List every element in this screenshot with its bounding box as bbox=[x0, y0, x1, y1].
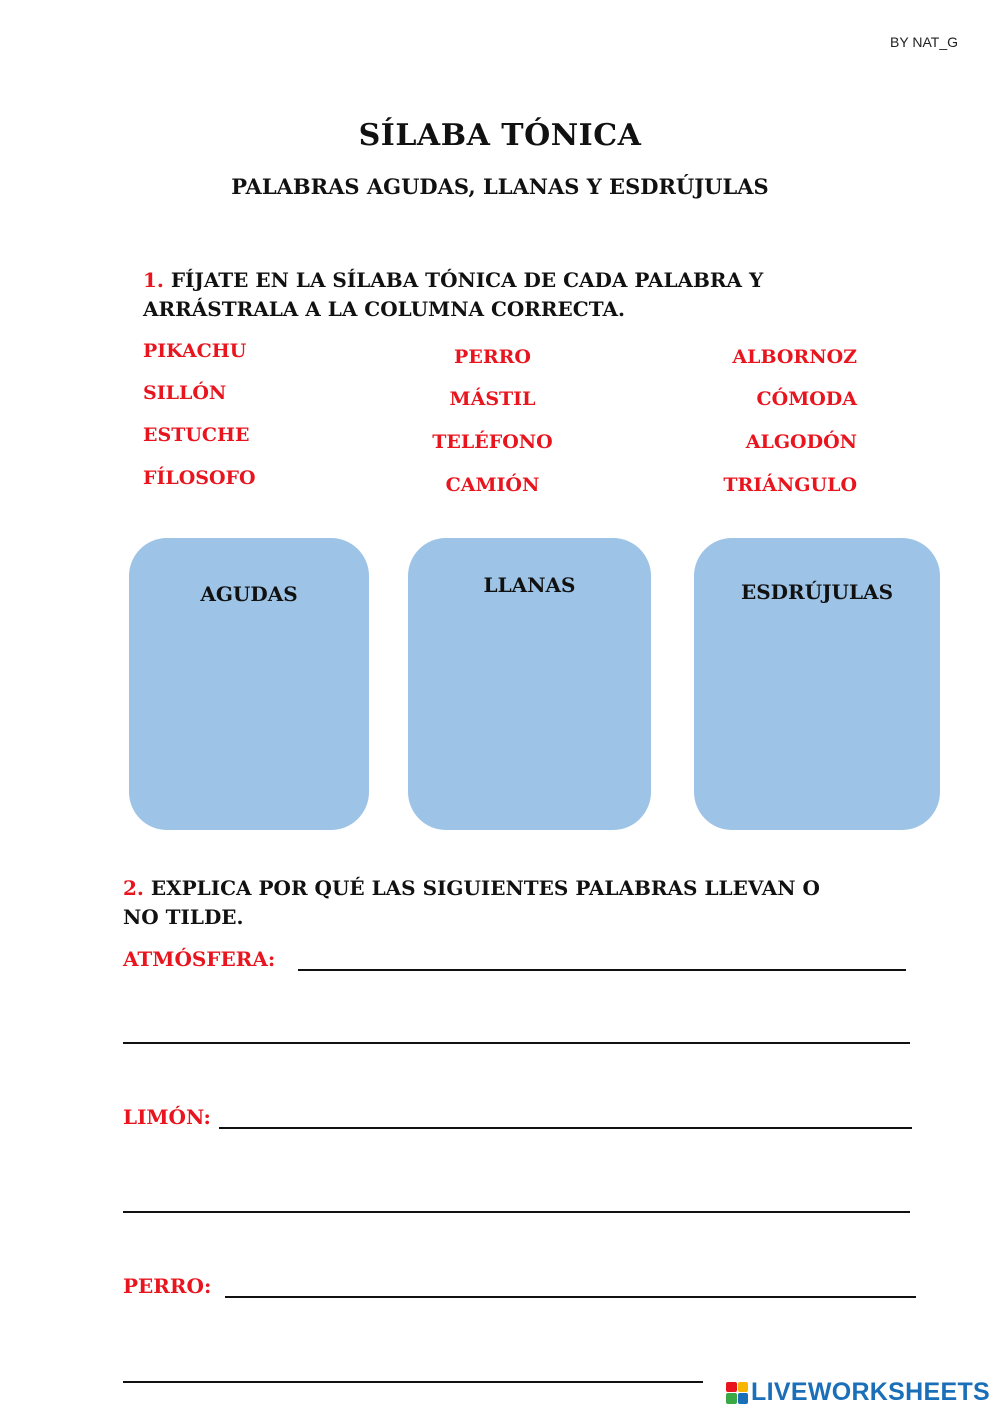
drag-word-telefono[interactable]: TELÉFONO bbox=[432, 431, 553, 453]
page-subtitle: PALABRAS AGUDAS, LLANAS Y ESDRÚJULAS bbox=[231, 174, 769, 199]
question-label-limon: LIMÓN: bbox=[123, 1105, 211, 1129]
liveworksheets-logo bbox=[726, 1378, 990, 1407]
drag-word-perro[interactable]: PERRO bbox=[454, 346, 531, 368]
exercise1-line2: ARRÁSTRALA A LA COLUMNA CORRECTA. bbox=[143, 297, 625, 321]
answer-line-limon-2[interactable] bbox=[123, 1211, 910, 1213]
drag-word-mastil[interactable]: MÁSTIL bbox=[449, 388, 536, 410]
answer-line-perro-1[interactable] bbox=[225, 1296, 916, 1298]
question-label-atmosfera: ATMÓSFERA: bbox=[123, 947, 276, 971]
drag-word-estuche[interactable]: ESTUCHE bbox=[143, 424, 250, 446]
drag-word-filosofo[interactable]: FÍLOSOFO bbox=[143, 467, 256, 489]
drop-box-label-agudas: AGUDAS bbox=[200, 582, 298, 606]
drag-word-pikachu[interactable]: PIKACHU bbox=[143, 340, 247, 362]
exercise2-line1: EXPLICA POR QUÉ LAS SIGUIENTES PALABRAS LLEVAN O bbox=[150, 876, 820, 900]
page-title: SÍLABA TÓNICA bbox=[358, 118, 642, 153]
drop-box-agudas[interactable] bbox=[129, 538, 369, 830]
drag-word-algodon[interactable]: ALGODÓN bbox=[745, 431, 857, 453]
drop-box-esdrujulas[interactable] bbox=[694, 538, 940, 830]
exercise1-line1: FÍJATE EN LA SÍLABA TÓNICA DE CADA PALABRA Y bbox=[170, 268, 764, 292]
drag-word-albornoz[interactable]: ALBORNOZ bbox=[732, 346, 857, 368]
answer-line-atmosfera-1[interactable] bbox=[298, 969, 906, 971]
exercise1-number: 1. bbox=[143, 268, 164, 292]
answer-line-limon-1[interactable] bbox=[219, 1127, 912, 1129]
drag-word-camion[interactable]: CAMIÓN bbox=[445, 474, 540, 496]
exercise2-instructions bbox=[123, 874, 820, 932]
drag-word-sillon[interactable]: SILLÓN bbox=[143, 382, 227, 404]
drop-box-label-llanas: LLANAS bbox=[483, 573, 576, 597]
exercise2-line2: NO TILDE. bbox=[123, 905, 244, 929]
answer-line-perro-2[interactable] bbox=[123, 1381, 703, 1383]
liveworksheets-brand: LIVEWORKSHEETS bbox=[751, 1378, 990, 1406]
exercise1-instructions bbox=[143, 266, 763, 324]
drag-word-triangulo[interactable]: TRIÁNGULO bbox=[723, 474, 857, 496]
drop-box-llanas[interactable] bbox=[408, 538, 651, 830]
exercise2-number: 2. bbox=[123, 876, 144, 900]
author-credit: BY NAT_G bbox=[890, 34, 958, 50]
drag-word-comoda[interactable]: CÓMODA bbox=[756, 388, 857, 410]
answer-line-atmosfera-2[interactable] bbox=[123, 1042, 910, 1044]
question-label-perro: PERRO: bbox=[123, 1274, 212, 1298]
drop-box-label-esdrujulas: ESDRÚJULAS bbox=[740, 580, 894, 604]
liveworksheets-logo-icon bbox=[726, 1382, 748, 1404]
